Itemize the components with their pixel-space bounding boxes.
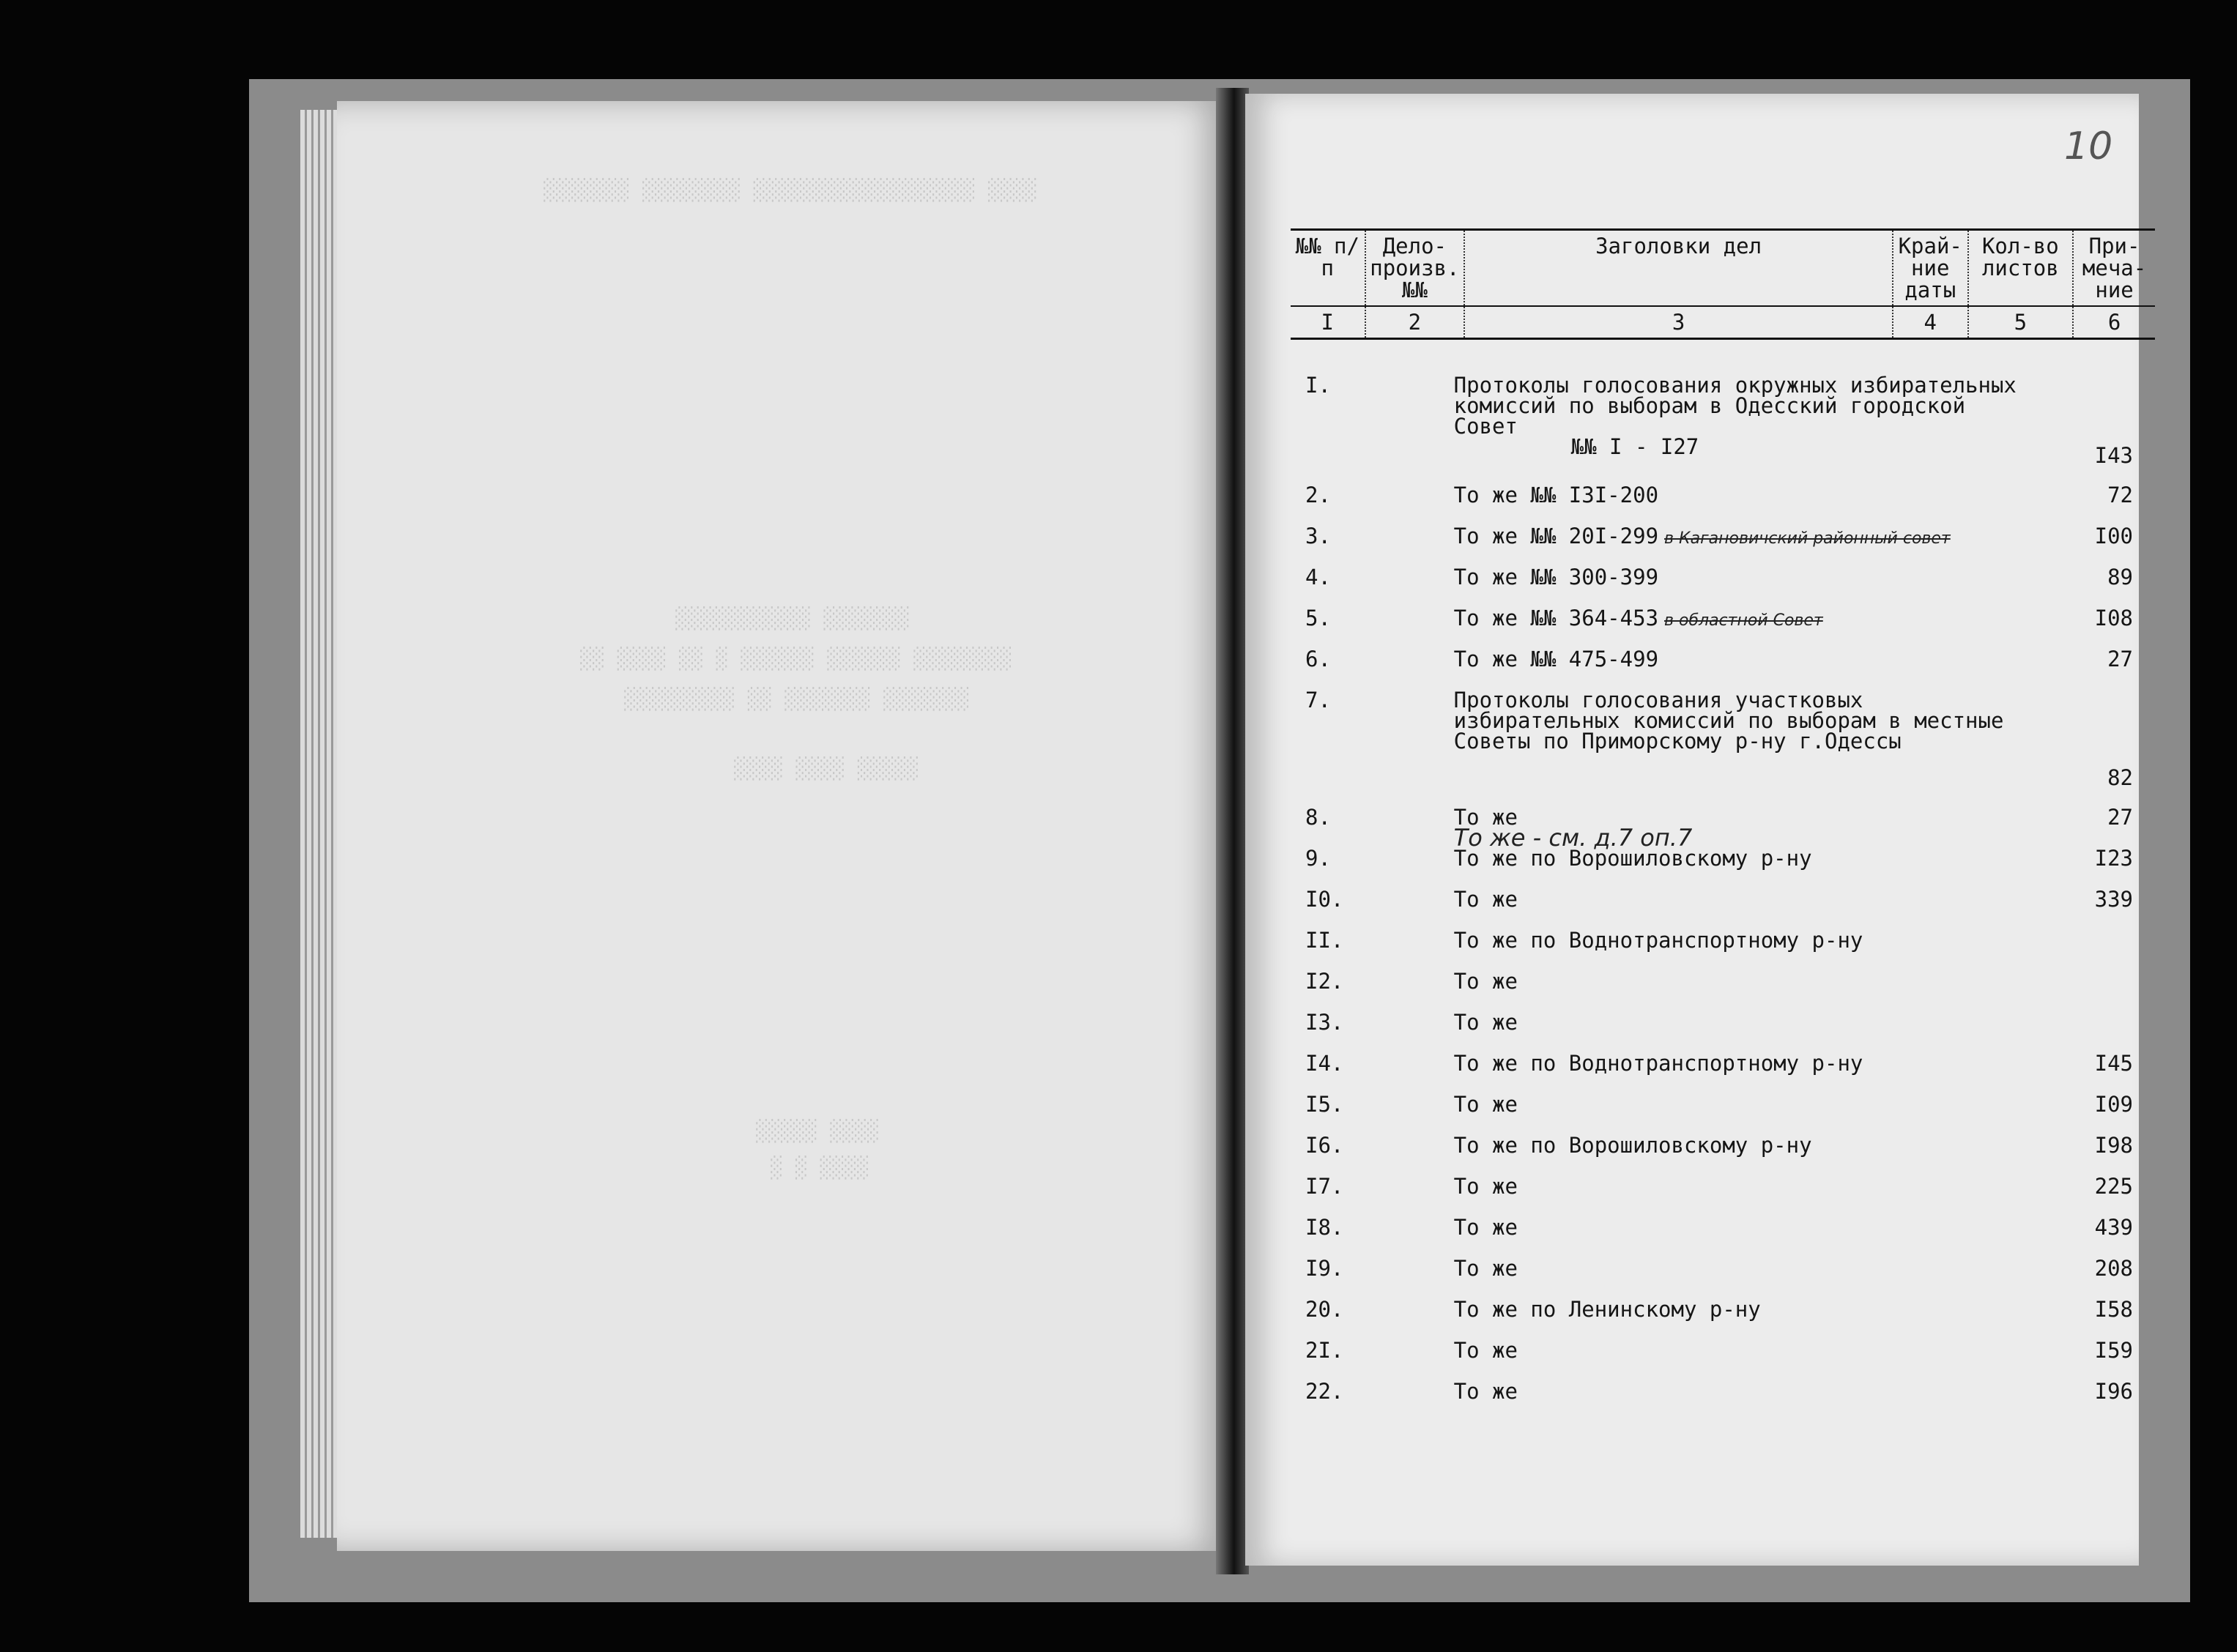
row-title	[1417, 485, 2021, 526]
row-number: I2.	[1305, 969, 1344, 994]
row-title-text: То же №№ 20I-299	[1453, 524, 1659, 548]
header-number: №№ п/п	[1291, 230, 1365, 307]
row-sheet-count: 225	[2094, 1174, 2133, 1199]
row-number: 22.	[1305, 1379, 1344, 1404]
row-title	[1417, 930, 2021, 971]
column-number: 5	[1968, 306, 2074, 339]
row-title	[1417, 1299, 2021, 1340]
row-title	[1417, 1258, 2021, 1299]
row-sheet-count: I23	[2094, 846, 2133, 871]
row-number: 7.	[1305, 688, 1331, 712]
row-title-text: Протоколы голосования окружных избирательных комиссий по выборам в Одесский городской Совет	[1453, 373, 2017, 439]
row-sheet-count	[2021, 971, 2155, 1012]
row-title-text: То же	[1453, 805, 1518, 830]
row-title	[1417, 567, 2021, 608]
bleed-through-text: ░░░░ ░░░░░░░░░░░░░░░░░░ ░░░░░░░░ ░░░░░░░	[542, 178, 1036, 202]
row-sheet-count: I09	[2094, 1092, 2133, 1117]
table-row	[1291, 1094, 2155, 1135]
row-title-text: То же	[1453, 887, 1518, 912]
row-number: 5.	[1305, 606, 1331, 630]
table-row	[1291, 1381, 2155, 1422]
row-title	[1417, 889, 2021, 930]
table-row	[1291, 848, 2155, 889]
header-dates: Край- ние даты	[1893, 230, 1968, 307]
row-title	[1417, 848, 2021, 889]
row-title	[1417, 805, 2021, 852]
row-handwritten-note: в Кагановичский районный совет	[1664, 529, 1951, 548]
row-sheet-count: I98	[2094, 1133, 2133, 1158]
row-title-text: То же по Ворошиловскому р-ну	[1453, 1133, 1812, 1158]
header-record-office: Дело- произв. №№	[1365, 230, 1465, 307]
row-number: I9.	[1305, 1256, 1344, 1281]
bleed-through-text: ░░░░░░░ ░░░░░░░░░░░	[674, 606, 909, 630]
column-number: 4	[1893, 306, 1968, 339]
row-number: I3.	[1305, 1010, 1344, 1035]
row-sheet-count	[2021, 930, 2155, 971]
row-sheet-count: I45	[2094, 1051, 2133, 1076]
table-row	[1291, 567, 2155, 608]
table-row	[1291, 375, 2155, 485]
row-title-text: То же	[1453, 1256, 1518, 1281]
row-title-text: То же №№ 364-453	[1453, 606, 1659, 630]
row-number: 3.	[1305, 524, 1331, 548]
row-title-text: То же	[1453, 1379, 1518, 1404]
row-handwritten-note: в областной Совет	[1664, 611, 1823, 630]
row-number: II.	[1305, 928, 1344, 953]
row-title-text: Протоколы голосования участковых избирательных комиссий по выборам в местные Советы по Приморскому р-ну г.Одессы	[1453, 688, 2004, 754]
bleed-through-text: ░░░░ ░░░░░	[754, 1119, 878, 1143]
bleed-through-text: ░░░░ ░ ░	[769, 1156, 868, 1180]
table-row	[1291, 649, 2155, 690]
row-sheet-count: 208	[2094, 1256, 2133, 1281]
row-title	[1417, 1012, 2021, 1053]
row-title-text: То же по Ворошиловскому р-ну	[1453, 846, 1812, 871]
row-title	[1417, 971, 2021, 1012]
row-title-text: То же по Воднотранспортному р-ну	[1453, 1051, 1863, 1076]
row-sheet-count: 27	[2107, 805, 2133, 830]
row-sheet-count: I43	[2094, 443, 2133, 468]
table-row	[1291, 485, 2155, 526]
left-page	[337, 101, 1227, 1551]
bleed-through-text: ░░░░░ ░░░░ ░░░░	[732, 756, 918, 781]
row-sheet-count: 89	[2107, 565, 2133, 589]
page-number: 10	[2064, 124, 2113, 168]
row-title	[1417, 1135, 2021, 1176]
row-title	[1417, 375, 2021, 485]
header-notes: При- меча- ние	[2073, 230, 2155, 307]
row-sheet-count: I58	[2094, 1297, 2133, 1322]
table-row	[1291, 1135, 2155, 1176]
table-row	[1291, 526, 2155, 567]
bleed-through-text: ░░░░░░░░ ░░░░░░ ░░░░░░ ░ ░░ ░░░░ ░░	[579, 647, 1012, 671]
row-title	[1417, 1381, 2021, 1422]
table-row	[1291, 690, 2155, 807]
row-title	[1417, 526, 2021, 567]
table-row	[1291, 930, 2155, 971]
row-title	[1417, 1340, 2021, 1381]
inventory-rows	[1291, 375, 2155, 1422]
table-row	[1291, 1176, 2155, 1217]
table-row	[1291, 1299, 2155, 1340]
column-number: I	[1291, 306, 1365, 339]
table-row	[1291, 1217, 2155, 1258]
row-sheet-count: 72	[2107, 483, 2133, 507]
row-title	[1417, 1176, 2021, 1217]
row-title	[1417, 1094, 2021, 1135]
row-sheet-count: I00	[2094, 524, 2133, 548]
row-title-text: То же	[1453, 1092, 1518, 1117]
header-titles: Заголовки дел	[1464, 230, 1893, 307]
row-number: 20.	[1305, 1297, 1344, 1322]
row-title	[1417, 608, 2021, 649]
row-number: 4.	[1305, 565, 1331, 589]
row-sheet-count: I08	[2094, 606, 2133, 630]
row-title	[1417, 1217, 2021, 1258]
row-sheet-count: I96	[2094, 1379, 2133, 1404]
column-number: 2	[1365, 306, 1465, 339]
row-title-text: То же	[1453, 1215, 1518, 1240]
row-title-text: То же №№ I3I-200	[1453, 483, 1659, 507]
book-gutter	[1216, 88, 1249, 1574]
table-row	[1291, 971, 2155, 1012]
row-title-text: То же №№ 300-399	[1453, 565, 1659, 589]
row-handwritten-note: То же - см. д.7 оп.7	[1453, 824, 1693, 852]
row-number: I0.	[1305, 887, 1344, 912]
row-number: 8.	[1305, 805, 1331, 830]
table-row	[1291, 1340, 2155, 1381]
row-number: 2I.	[1305, 1338, 1344, 1363]
row-number: I.	[1305, 373, 1331, 398]
row-sheet-count: 27	[2107, 647, 2133, 671]
row-sheet-count: 439	[2094, 1215, 2133, 1240]
row-title	[1417, 649, 2021, 690]
table-row	[1291, 889, 2155, 930]
inventory-table	[1291, 228, 2155, 340]
row-number: I8.	[1305, 1215, 1344, 1240]
row-number: 9.	[1305, 846, 1331, 871]
row-sheet-count: 339	[2094, 887, 2133, 912]
row-title-range: №№ I - I27	[1570, 434, 1699, 459]
row-number: I5.	[1305, 1092, 1344, 1117]
row-sheet-count: 82	[2107, 765, 2133, 790]
row-number: I6.	[1305, 1133, 1344, 1158]
header-sheet-count: Кол-во листов	[1968, 230, 2074, 307]
bleed-through-text: ░░░░░░░ ░░░░░░░ ░░ ░░░░░░░░░	[623, 687, 969, 711]
column-number: 6	[2073, 306, 2155, 339]
row-title-text: То же	[1453, 969, 1518, 994]
table-row	[1291, 807, 2155, 848]
row-sheet-count	[2021, 1012, 2155, 1053]
row-sheet-count: I59	[2094, 1338, 2133, 1363]
table-row	[1291, 608, 2155, 649]
row-title-text: То же	[1453, 1338, 1518, 1363]
row-title-text: То же по Воднотранспортному р-ну	[1453, 928, 1863, 953]
row-number: 6.	[1305, 647, 1331, 671]
row-title-text: То же №№ 475-499	[1453, 647, 1659, 671]
row-title-text: То же	[1453, 1010, 1518, 1035]
table-row	[1291, 1258, 2155, 1299]
column-number: 3	[1464, 306, 1893, 339]
table-row	[1291, 1053, 2155, 1094]
row-title	[1417, 690, 2021, 807]
row-title-text: То же по Ленинскому р-ну	[1453, 1297, 1761, 1322]
row-number: I4.	[1305, 1051, 1344, 1076]
row-number: 2.	[1305, 483, 1331, 507]
table-row	[1291, 1012, 2155, 1053]
row-number: I7.	[1305, 1174, 1344, 1199]
row-title	[1417, 1053, 2021, 1094]
row-title-text: То же	[1453, 1174, 1518, 1199]
